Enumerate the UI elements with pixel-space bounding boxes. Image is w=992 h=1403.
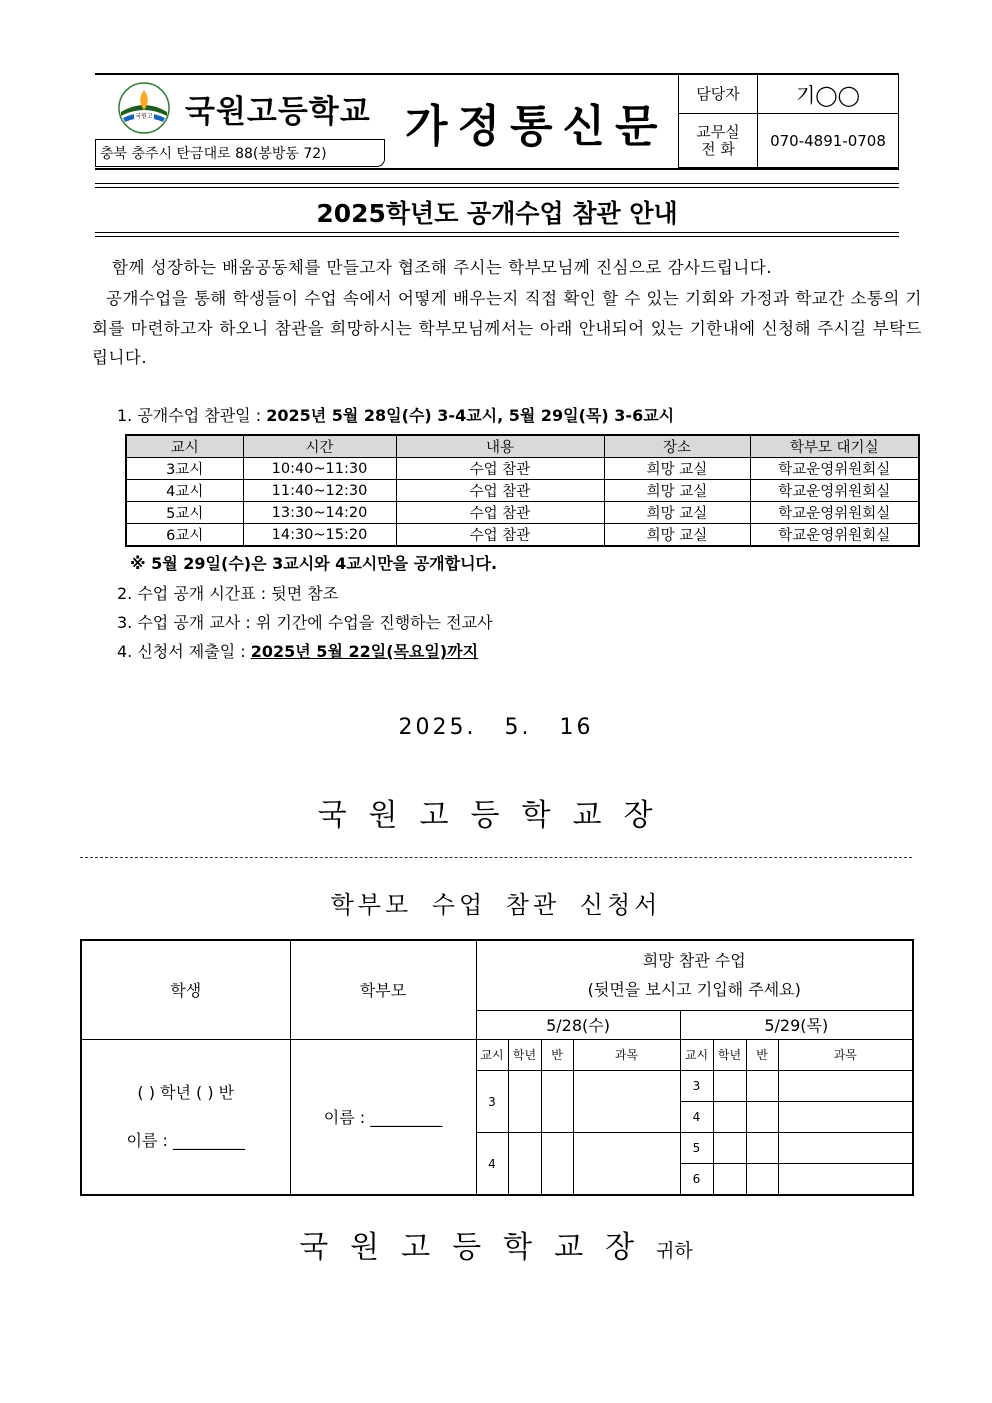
item-1 <box>117 403 674 426</box>
desired-header-line2: (뒷면을 보시고 기입해 주세요) <box>587 980 801 1000</box>
col-period: 교시 <box>680 1039 713 1070</box>
school-logo-icon <box>118 82 170 134</box>
desired-class-header <box>476 940 913 1010</box>
schedule-cell: 학교운영위원회실 <box>750 480 919 502</box>
item-4-label: 4. 신청서 제출일 : <box>117 642 246 661</box>
form-input-cell[interactable] <box>713 1102 746 1133</box>
schedule-cell: 4교시 <box>126 480 243 502</box>
day2-header: 5/29(목) <box>680 1010 913 1039</box>
parent-header: 학부모 <box>290 940 476 1039</box>
col-period: 교시 <box>476 1039 508 1070</box>
schedule-row <box>126 480 919 502</box>
title-top-rule <box>95 183 899 188</box>
day2-period-cell: 5 <box>680 1133 713 1164</box>
closing-principal: 국원고등학교장 <box>299 1230 657 1265</box>
schedule-cell: 수업 참관 <box>396 502 604 524</box>
student-grade-class: ( ) 학년 ( ) 반 <box>137 1082 235 1102</box>
day2-period-cell: 3 <box>680 1070 713 1101</box>
schedule-cell: 수업 참관 <box>396 524 604 547</box>
schedule-cell: 학교운영위원회실 <box>750 458 919 480</box>
form-input-cell[interactable] <box>573 1133 680 1195</box>
schedule-header-row <box>126 435 919 458</box>
schedule-header-cell: 교시 <box>126 435 243 458</box>
student-header: 학생 <box>81 940 290 1039</box>
schedule-header-cell: 시간 <box>243 435 396 458</box>
schedule-cell: 5교시 <box>126 502 243 524</box>
schedule-cell: 14:30~15:20 <box>243 524 396 547</box>
header-bottom-rule <box>95 168 899 170</box>
schedule-cell: 수업 참관 <box>396 480 604 502</box>
form-title: 학부모 수업 참관 신청서 <box>330 891 662 919</box>
contact-label: 담당자 <box>679 74 758 114</box>
intro-paragraph-2: 공개수업을 통해 학생들이 수업 속에서 어떻게 배우는지 직접 확인 할 수 있는 기회와 가정과 학교간 소통의 기회를 마련하고자 하오니 참관을 희망하시는 학부모님께서는 아래 안내되어 있는 기한내에 신청해 주시길 부탁드립니다. <box>92 289 922 367</box>
contact-name: 기◯◯ <box>758 74 899 114</box>
form-input-cell[interactable] <box>541 1133 573 1195</box>
schedule-cell: 학교운영위원회실 <box>750 524 919 547</box>
day1-period-cell: 3 <box>476 1070 508 1132</box>
issue-date: 2025. 5. 16 <box>398 715 594 740</box>
schedule-header-cell: 장소 <box>604 435 750 458</box>
schedule-row <box>126 502 919 524</box>
form-input-cell[interactable] <box>573 1070 680 1132</box>
schedule-cell: 6교시 <box>126 524 243 547</box>
form-input-cell[interactable] <box>541 1070 573 1132</box>
schedule-row <box>126 524 919 547</box>
contact-info-table <box>678 73 899 168</box>
form-input-cell[interactable] <box>778 1102 913 1133</box>
schedule-cell: 희망 교실 <box>604 524 750 547</box>
form-input-cell[interactable] <box>713 1070 746 1101</box>
note-text: ※ 5월 29일(수)은 3교시와 4교시만을 공개합니다. <box>130 554 498 573</box>
col-class: 반 <box>746 1039 778 1070</box>
phone-number: 070-4891-0708 <box>758 114 899 168</box>
item-3: 3. 수업 공개 교사 : 위 기간에 수업을 진행하는 전교사 <box>117 613 493 632</box>
schedule-cell: 희망 교실 <box>604 480 750 502</box>
col-grade: 학년 <box>508 1039 541 1070</box>
intro-paragraph-1: 함께 성장하는 배움공동체를 만들고자 협조해 주시는 학부모님께 진심으로 감사드립니다. <box>112 258 772 277</box>
school-address: 충북 충주시 탄금대로 88(봉방동 72) <box>95 139 385 167</box>
col-subject: 과목 <box>778 1039 913 1070</box>
day1-header: 5/28(수) <box>476 1010 680 1039</box>
schedule-table <box>125 434 920 547</box>
schedule-cell: 희망 교실 <box>604 502 750 524</box>
phone-label-line1: 교무실 <box>696 122 740 141</box>
schedule-cell: 희망 교실 <box>604 458 750 480</box>
form-input-cell[interactable] <box>713 1133 746 1164</box>
form-input-cell[interactable] <box>778 1164 913 1195</box>
cut-line <box>80 857 912 858</box>
document-title: 2025학년도 공개수업 참관 안내 <box>316 199 678 228</box>
item-1-value: 2025년 5월 28일(수) 3-4교시, 5월 29일(목) 3-6교시 <box>266 406 675 425</box>
schedule-header-cell: 학부모 대기실 <box>750 435 919 458</box>
col-class: 반 <box>541 1039 573 1070</box>
col-subject: 과목 <box>573 1039 680 1070</box>
application-form-table <box>80 939 914 1196</box>
item-1-label: 1. 공개수업 참관일 : <box>117 406 262 425</box>
item-4-value: 2025년 5월 22일(목요일)까지 <box>250 642 479 661</box>
desired-header-line1: 희망 참관 수업 <box>642 951 746 971</box>
form-input-cell[interactable] <box>508 1070 541 1132</box>
schedule-cell: 11:40~12:30 <box>243 480 396 502</box>
schedule-cell: 학교운영위원회실 <box>750 502 919 524</box>
school-name: 국원고등학교 <box>185 94 371 130</box>
newsletter-title: 가정통신문 <box>405 101 668 152</box>
form-input-cell[interactable] <box>508 1133 541 1195</box>
form-input-cell[interactable] <box>778 1070 913 1101</box>
parent-name-field[interactable]: 이름 : _________ <box>290 1039 476 1195</box>
form-input-cell[interactable] <box>746 1133 778 1164</box>
svg-text:국원고: 국원고 <box>135 113 153 120</box>
phone-label-line2: 전 화 <box>701 139 735 158</box>
closing-line <box>0 1222 992 1266</box>
student-info-cell[interactable] <box>81 1039 290 1195</box>
form-input-cell[interactable] <box>746 1164 778 1195</box>
student-name-field: 이름 : _________ <box>126 1130 245 1150</box>
closing-suffix: 귀하 <box>656 1240 693 1262</box>
principal-signature: 국원고등학교장 <box>317 798 675 833</box>
day2-period-cell: 4 <box>680 1102 713 1133</box>
schedule-row <box>126 458 919 480</box>
title-bottom-rule <box>95 232 899 237</box>
form-input-cell[interactable] <box>746 1070 778 1101</box>
day2-period-cell: 6 <box>680 1164 713 1195</box>
form-input-cell[interactable] <box>778 1133 913 1164</box>
col-grade: 학년 <box>713 1039 746 1070</box>
day1-period-cell: 4 <box>476 1133 508 1195</box>
schedule-cell: 3교시 <box>126 458 243 480</box>
schedule-header-cell: 내용 <box>396 435 604 458</box>
item-4 <box>117 639 478 662</box>
form-input-cell[interactable] <box>713 1164 746 1195</box>
schedule-cell: 10:40~11:30 <box>243 458 396 480</box>
phone-label <box>679 114 758 168</box>
schedule-cell: 13:30~14:20 <box>243 502 396 524</box>
form-input-cell[interactable] <box>746 1102 778 1133</box>
item-2: 2. 수업 공개 시간표 : 뒷면 참조 <box>117 584 339 603</box>
schedule-cell: 수업 참관 <box>396 458 604 480</box>
